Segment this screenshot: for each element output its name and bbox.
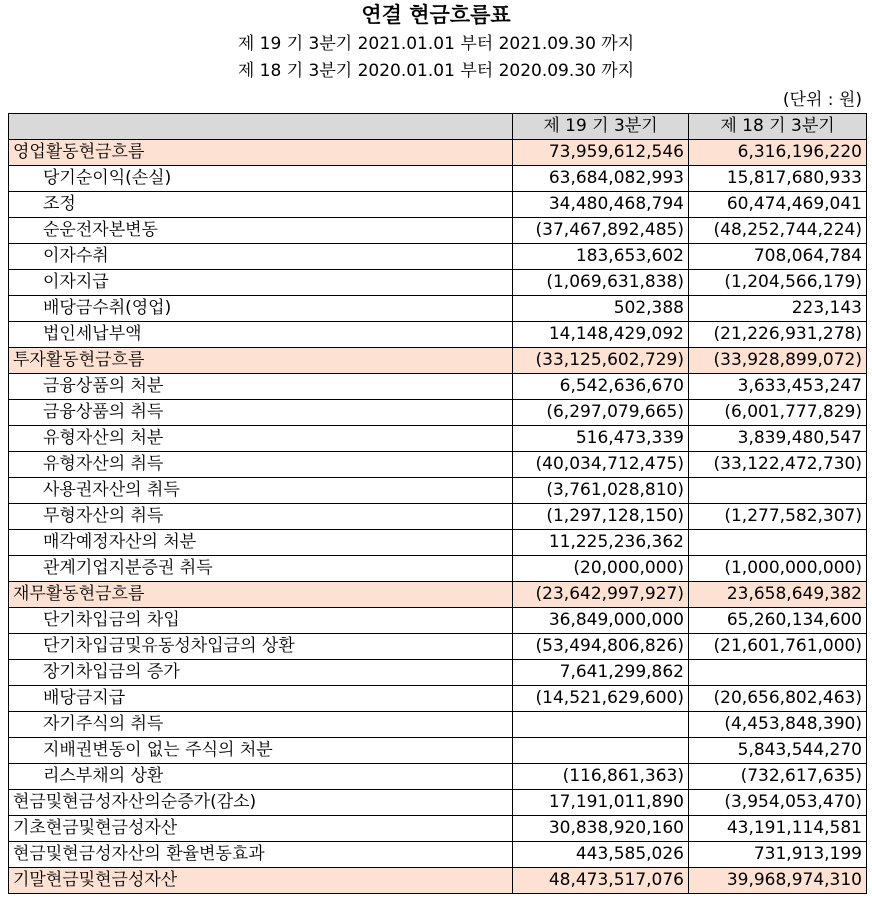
- section-row: [9, 140, 867, 166]
- current-period-value: 7,641,299,862: [513, 660, 689, 686]
- table-row: [9, 712, 867, 738]
- statement-title: 연결 현금흐름표: [361, 2, 511, 27]
- row-label: 무형자산의 취득: [9, 504, 513, 530]
- current-period-value: 63,684,082,993: [513, 166, 689, 192]
- row-label: 관계기업지분증권 취득: [9, 556, 513, 582]
- current-period-value: (23,642,997,927): [513, 582, 689, 608]
- prior-period-value: 6,316,196,220: [689, 140, 867, 166]
- current-period-value: (1,297,128,150): [513, 504, 689, 530]
- section-row: [9, 868, 867, 894]
- table-row: [9, 400, 867, 426]
- header-label-column: [9, 114, 513, 140]
- current-period-value: (1,069,631,838): [513, 270, 689, 296]
- row-label: 지배권변동이 없는 주식의 처분: [9, 738, 513, 764]
- prior-period-value: (20,656,802,463): [689, 686, 867, 712]
- row-label: 순운전자본변동: [9, 218, 513, 244]
- row-label: 재무활동현금흐름: [9, 582, 513, 608]
- row-label: 사용권자산의 취득: [9, 478, 513, 504]
- table-row: [9, 322, 867, 348]
- prior-period-value: (3,954,053,470): [689, 790, 867, 816]
- table-row: [9, 166, 867, 192]
- current-period-value: (14,521,629,600): [513, 686, 689, 712]
- prior-period-value: 223,143: [689, 296, 867, 322]
- prior-period-value: 39,968,974,310: [689, 868, 867, 894]
- table-row: [9, 218, 867, 244]
- prior-period-value: 65,260,134,600: [689, 608, 867, 634]
- row-label: 조정: [9, 192, 513, 218]
- total-row: [9, 790, 867, 816]
- current-period-value: (20,000,000): [513, 556, 689, 582]
- prior-period-value: (33,928,899,072): [689, 348, 867, 374]
- row-label: 현금및현금성자산의 환율변동효과: [9, 842, 513, 868]
- table-header-row: [9, 114, 867, 140]
- table-row: [9, 686, 867, 712]
- current-period-value: 34,480,468,794: [513, 192, 689, 218]
- row-label: 영업활동현금흐름: [9, 140, 513, 166]
- current-period-value: 17,191,011,890: [513, 790, 689, 816]
- current-period-value: [513, 712, 689, 738]
- prior-period-value: 60,474,469,041: [689, 192, 867, 218]
- current-period-value: [513, 738, 689, 764]
- current-period-value: 502,388: [513, 296, 689, 322]
- current-period-value: 516,473,339: [513, 426, 689, 452]
- row-label: 단기차입금의 차입: [9, 608, 513, 634]
- table-row: [9, 244, 867, 270]
- table-row: [9, 556, 867, 582]
- table-row: [9, 634, 867, 660]
- table-row: [9, 764, 867, 790]
- prior-period-value: [689, 478, 867, 504]
- current-period-value: (40,034,712,475): [513, 452, 689, 478]
- prior-period-range: 제 18 기 3분기 2020.01.01 부터 2020.09.30 까지: [237, 61, 635, 81]
- prior-period-value: 3,633,453,247: [689, 374, 867, 400]
- table-row: [9, 270, 867, 296]
- table-row: [9, 192, 867, 218]
- table-row: [9, 504, 867, 530]
- table-row: [9, 660, 867, 686]
- row-label: 금융상품의 취득: [9, 400, 513, 426]
- row-label: 유형자산의 취득: [9, 452, 513, 478]
- prior-period-value: (1,277,582,307): [689, 504, 867, 530]
- unit-label: (단위 : 원): [782, 90, 862, 110]
- current-period-value: 11,225,236,362: [513, 530, 689, 556]
- current-period-value: 48,473,517,076: [513, 868, 689, 894]
- prior-period-value: 43,191,114,581: [689, 816, 867, 842]
- row-label: 현금및현금성자산의순증가(감소): [9, 790, 513, 816]
- table-body: [9, 140, 867, 894]
- prior-period-value: [689, 530, 867, 556]
- current-period-value: (37,467,892,485): [513, 218, 689, 244]
- current-period-value: (6,297,079,665): [513, 400, 689, 426]
- table-row: [9, 530, 867, 556]
- table-row: [9, 374, 867, 400]
- prior-period-value: (1,204,566,179): [689, 270, 867, 296]
- table-row: [9, 608, 867, 634]
- current-period-value: 183,653,602: [513, 244, 689, 270]
- row-label: 이자지급: [9, 270, 513, 296]
- section-row: [9, 348, 867, 374]
- prior-period-value: 15,817,680,933: [689, 166, 867, 192]
- table-row: [9, 738, 867, 764]
- row-label: 배당금수취(영업): [9, 296, 513, 322]
- prior-period-value: (732,617,635): [689, 764, 867, 790]
- row-label: 리스부채의 상환: [9, 764, 513, 790]
- current-period-value: (3,761,028,810): [513, 478, 689, 504]
- prior-period-value: (48,252,744,224): [689, 218, 867, 244]
- prior-period-value: (21,226,931,278): [689, 322, 867, 348]
- row-label: 기초현금및현금성자산: [9, 816, 513, 842]
- header-prior-period: 제 18 기 3분기: [689, 114, 867, 140]
- prior-period-value: 5,843,544,270: [689, 738, 867, 764]
- current-period-value: 443,585,026: [513, 842, 689, 868]
- row-label: 장기차입금의 증가: [9, 660, 513, 686]
- table-row: [9, 452, 867, 478]
- prior-period-value: 23,658,649,382: [689, 582, 867, 608]
- row-label: 자기주식의 취득: [9, 712, 513, 738]
- row-label: 배당금지급: [9, 686, 513, 712]
- current-period-value: 36,849,000,000: [513, 608, 689, 634]
- prior-period-value: (4,453,848,390): [689, 712, 867, 738]
- prior-period-value: (21,601,761,000): [689, 634, 867, 660]
- row-label: 단기차입금및유동성차입금의 상환: [9, 634, 513, 660]
- prior-period-value: (6,001,777,829): [689, 400, 867, 426]
- row-label: 매각예정자산의 처분: [9, 530, 513, 556]
- prior-period-value: (33,122,472,730): [689, 452, 867, 478]
- section-row: [9, 582, 867, 608]
- current-period-value: (53,494,806,826): [513, 634, 689, 660]
- header-current-period: 제 19 기 3분기: [513, 114, 689, 140]
- current-period-range: 제 19 기 3분기 2021.01.01 부터 2021.09.30 까지: [237, 34, 635, 54]
- current-period-value: 6,542,636,670: [513, 374, 689, 400]
- table-row: [9, 478, 867, 504]
- current-period-value: (116,861,363): [513, 764, 689, 790]
- prior-period-value: (1,000,000,000): [689, 556, 867, 582]
- row-label: 법인세납부액: [9, 322, 513, 348]
- current-period-value: (33,125,602,729): [513, 348, 689, 374]
- prior-period-value: 3,839,480,547: [689, 426, 867, 452]
- row-label: 당기순이익(손실): [9, 166, 513, 192]
- current-period-value: 73,959,612,546: [513, 140, 689, 166]
- current-period-value: 30,838,920,160: [513, 816, 689, 842]
- prior-period-value: 708,064,784: [689, 244, 867, 270]
- row-label: 유형자산의 처분: [9, 426, 513, 452]
- table-row: [9, 426, 867, 452]
- row-label: 이자수취: [9, 244, 513, 270]
- row-label: 투자활동현금흐름: [9, 348, 513, 374]
- table-row: [9, 296, 867, 322]
- total-row: [9, 816, 867, 842]
- row-label: 금융상품의 처분: [9, 374, 513, 400]
- current-period-value: 14,148,429,092: [513, 322, 689, 348]
- cash-flow-table: [8, 113, 867, 894]
- row-label: 기말현금및현금성자산: [9, 868, 513, 894]
- prior-period-value: 731,913,199: [689, 842, 867, 868]
- total-row: [9, 842, 867, 868]
- prior-period-value: [689, 660, 867, 686]
